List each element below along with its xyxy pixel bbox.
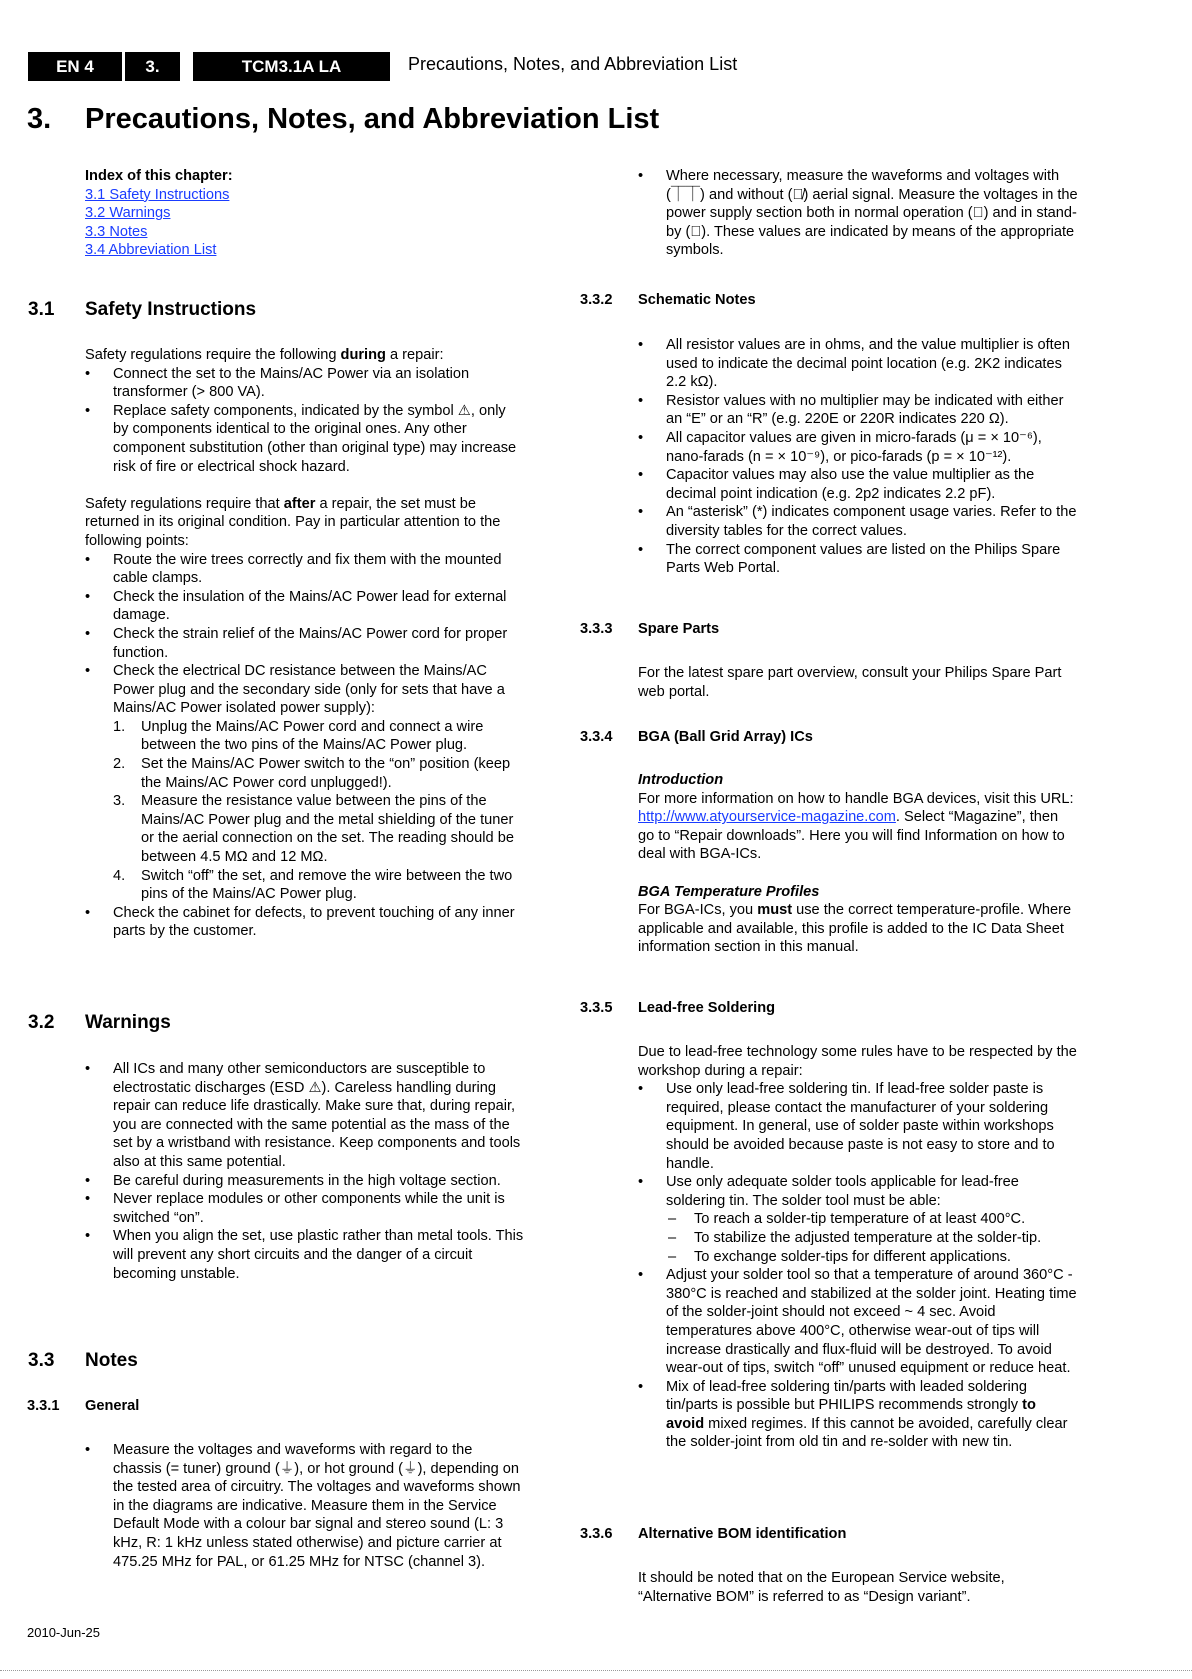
- paragraph: It should be noted that on the European Service website, “Alternative BOM” is referred to as “Design variant”.: [638, 1570, 1005, 1605]
- section-3-3-5-body: [638, 1043, 1078, 1452]
- header-title: Precautions, Notes, and Abbreviation List: [408, 54, 738, 74]
- list-item: • Measure the voltages and waveforms with regard to the chassis (= tuner) ground (⏚), or hot ground (⏚), depending on the tested area of circuitry. The voltages and waveforms shown in the diagrams are indicative. Measure them in the Service Default Mode with a colour bar signal and stereo sound (L: 3 kHz, R: 1 kHz unless stated otherwise) and picture carrier at 475.25 MHz for PAL, or 61.25 MHz for NTSC (channel 3).: [85, 1441, 525, 1571]
- list-item: • Check the insulation of the Mains/AC Power lead for external damage.: [85, 588, 525, 625]
- section-3-3-5-heading: 3.3.5 Lead-free Soldering: [580, 1000, 776, 1016]
- list-item: • Check the strain relief of the Mains/AC Power cord for proper function.: [85, 625, 525, 662]
- list-item: • Resistor values with no multiplier may be indicated with either an “E” or an “R” (e.g. 220E or 220R indicates 220 Ω).: [638, 392, 1078, 429]
- section-3-3-4-heading: 3.3.4 BGA (Ball Grid Array) ICs: [580, 729, 813, 745]
- numbered-step: 3. Measure the resistance value between the pins of the Mains/AC Power plug and the metal shielding of the tuner or the aerial connection on the set. The reading should be between 4.5 MΩ and 12 MΩ.: [113, 793, 514, 866]
- footer-date: 2010-Jun-25: [27, 1625, 100, 1640]
- paragraph: For more information on how to handle BGA devices, visit this URL: http://www.atyourservice-magazine.com. Select “Magazine”, then go to “Repair downloads”. Here you will find Information on how to deal with BGA-ICs.: [638, 790, 1074, 863]
- list-item: • Replace safety components, indicated by the symbol ⚠, only by components identical to the original ones. Any other component substitution (other than original type) may increase risk of fire or electrical shock hazard.: [85, 402, 525, 476]
- section-3-2-body: [85, 1060, 525, 1283]
- section-3-3-4-body: [638, 771, 1078, 957]
- section-3-3-heading: 3.3 Notes: [28, 1350, 138, 1371]
- index-link-safety[interactable]: 3.1 Safety Instructions: [85, 186, 230, 203]
- numbered-step: 4. Switch “off” the set, and remove the wire between the two pins of the Mains/AC Power plug.: [113, 867, 513, 903]
- numbered-step: 1. Unplug the Mains/AC Power cord and connect a wire between the two pins of the Mains/AC Power plug.: [113, 718, 484, 754]
- paragraph: For the latest spare part overview, consult your Philips Spare Part web portal.: [638, 665, 1062, 700]
- dash-item: – To reach a solder-tip temperature of at least 400°C.: [638, 1210, 1078, 1229]
- list-item: • Be careful during measurements in the high voltage section.: [85, 1172, 525, 1191]
- paragraph: Due to lead-free technology some rules have to be respected by the workshop during a repair:: [638, 1044, 1077, 1079]
- list-item: • Never replace modules or other components while the unit is switched “on”.: [85, 1190, 525, 1227]
- list-item: • Use only lead-free soldering tin. If lead-free solder paste is required, please contact the manufacturer of your soldering equipment. In general, use of solder paste within workshops should be avoided because paste is not easy to store and to handle.: [638, 1080, 1078, 1173]
- paragraph: Safety regulations require the following during a repair:: [85, 347, 444, 363]
- dash-item: – To exchange solder-tips for different applications.: [638, 1248, 1078, 1267]
- section-3-3-1-heading: 3.3.1 General: [27, 1398, 140, 1414]
- list-item: • Check the cabinet for defects, to prevent touching of any inner parts by the customer.: [85, 904, 525, 941]
- list-item: • The correct component values are listed on the Philips Spare Parts Web Portal.: [638, 541, 1078, 578]
- section-3-3-2-body: [638, 336, 1078, 578]
- list-item: • All ICs and many other semiconductors are susceptible to electrostatic discharges (ESD ⚠). Careless handling during repair can reduce life drastically. Make sure that, during repair, you are connected with the same potential as the mass of the set by a wristband with resistance. Keep components and tools also at this same potential.: [85, 1060, 525, 1172]
- numbered-step: 2. Set the Mains/AC Power switch to the “on” position (keep the Mains/AC Power cord unplugged!).: [113, 756, 511, 791]
- subheading-introduction: Introduction: [638, 772, 724, 788]
- index-link-notes[interactable]: 3.3 Notes: [85, 223, 148, 240]
- header-tag-chapter: 3.: [125, 52, 180, 81]
- page-border: [0, 1670, 1192, 1671]
- section-3-3-1-continued: [638, 167, 1078, 260]
- list-item: • All capacitor values are given in micro-farads (μ = × 10⁻⁶), nano-farads (n = × 10⁻⁹), or pico-farads (p = × 10⁻¹²).: [638, 429, 1078, 466]
- paragraph: Safety regulations require that after a repair, the set must be returned in its original condition. Pay in particular attention to the following points:: [85, 495, 501, 549]
- section-3-1-body: [85, 346, 525, 941]
- list-item: • All resistor values are in ohms, and the value multiplier is often used to indicate the decimal point location (e.g. 2K2 indicates 2.2 kΩ).: [638, 336, 1078, 392]
- section-3-3-3-heading: 3.3.3 Spare Parts: [580, 621, 720, 637]
- subheading-temperature-profiles: BGA Temperature Profiles: [638, 883, 820, 900]
- list-item: • Use only adequate solder tools applicable for lead-free soldering tin. The solder tool must be able:: [638, 1173, 1078, 1210]
- paragraph: For BGA-ICs, you must use the correct temperature-profile. Where applicable and available, this profile is added to the IC Data Sheet information section in this manual.: [638, 902, 1072, 956]
- dash-item: – To stabilize the adjusted temperature at the solder-tip.: [638, 1229, 1078, 1248]
- list-item: • Capacitor values may also use the value multiplier as the decimal point indication (e.g. 2p2 indicates 2.2 pF).: [638, 466, 1078, 503]
- list-item: • Adjust your solder tool so that a temperature of around 360°C - 380°C is reached and stabilized at the solder joint. Heating time of the solder-joint should not exceed ~ 4 sec. Avoid temperatures above 400°C, otherwise wear-out of tips will increase drastically and flux-fluid will be destroyed. To avoid wear-out of tips, switch “off” unused equipment or reduce heat.: [638, 1266, 1078, 1378]
- chapter-title: 3. Precautions, Notes, and Abbreviation List: [27, 103, 660, 135]
- list-item: • Where necessary, measure the waveforms and voltages with (⏉⏉) and without (⏉̸) aerial signal. Measure the voltages in the power supply section both in normal operation (⏽) and in stand-by (⏻). These values are indicated by means of the appropriate symbols.: [638, 167, 1078, 260]
- header-tag-en: EN 4: [28, 52, 122, 81]
- section-3-3-2-heading: 3.3.2 Schematic Notes: [580, 292, 756, 308]
- list-item: • An “asterisk” (*) indicates component usage varies. Refer to the diversity tables for the correct values.: [638, 503, 1078, 540]
- list-item: • When you align the set, use plastic rather than metal tools. This will prevent any short circuits and the danger of a circuit becoming unstable.: [85, 1227, 525, 1283]
- index-link-abbreviations[interactable]: 3.4 Abbreviation List: [85, 242, 217, 259]
- list-item: • Route the wire trees correctly and fix them with the mounted cable clamps.: [85, 551, 525, 588]
- section-3-1-heading: 3.1 Safety Instructions: [28, 299, 257, 320]
- list-item: • Mix of lead-free soldering tin/parts with leaded soldering tin/parts is possible but PHILIPS recommends strongly to avoid mixed regimes. If this cannot be avoided, carefully clear the solder-joint from old tin and re-solder with new tin.: [638, 1378, 1078, 1452]
- section-3-2-heading: 3.2 Warnings: [28, 1012, 171, 1033]
- section-3-3-6-heading: 3.3.6 Alternative BOM identification: [580, 1526, 847, 1542]
- section-3-3-1-body: [85, 1441, 525, 1571]
- list-item: • Check the electrical DC resistance between the Mains/AC Power plug and the secondary side (only for sets that have a Mains/AC Power isolated power supply):: [85, 662, 525, 718]
- magazine-link[interactable]: http://www.atyourservice-magazine.com: [638, 809, 896, 826]
- index-link-warnings[interactable]: 3.2 Warnings: [85, 205, 171, 222]
- chapter-index: [85, 167, 525, 260]
- list-item: • Connect the set to the Mains/AC Power via an isolation transformer (> 800 VA).: [85, 365, 525, 402]
- header-tag-model: TCM3.1A LA: [193, 52, 390, 81]
- index-title: Index of this chapter:: [85, 168, 233, 184]
